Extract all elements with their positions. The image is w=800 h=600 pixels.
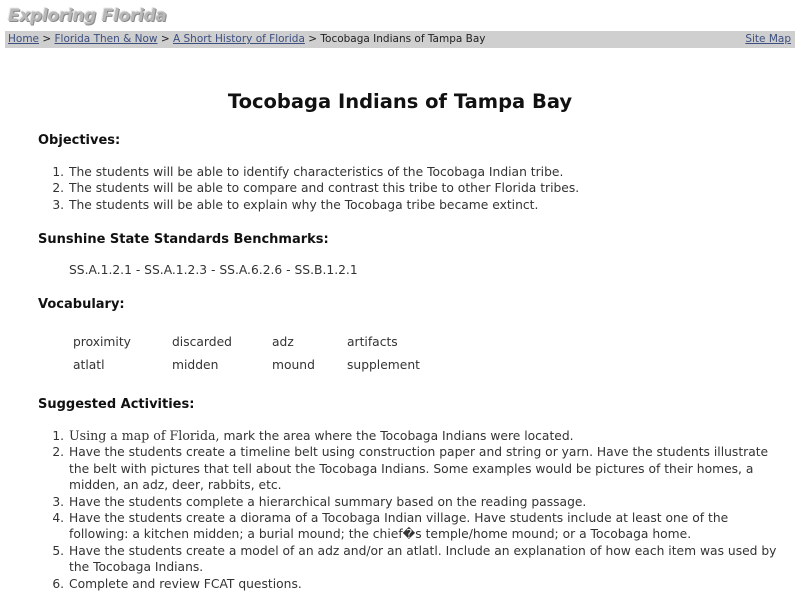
- breadcrumb-separator: >: [308, 33, 318, 45]
- vocabulary-word: supplement: [347, 358, 420, 372]
- vocabulary-word: atlatl: [73, 358, 105, 372]
- vocabulary-word: adz: [272, 335, 294, 349]
- breadcrumb-bar: [5, 31, 795, 48]
- vocabulary-word: proximity: [73, 335, 131, 349]
- objective-item: 1. The students will be able to identify characteristics of the Tocobaga Indian tribe.: [68, 164, 788, 180]
- page-title: Tocobaga Indians of Tampa Bay: [227, 90, 573, 113]
- objective-item: 3. The students will be able to explain why the Tocobaga tribe became extinct.: [68, 197, 788, 213]
- activity-item-serif-part: Using a map of Florida,: [69, 428, 220, 443]
- activity-item-rest: mark the area where the Tocobaga Indians were located.: [219, 429, 574, 443]
- vocabulary-word: mound: [272, 358, 315, 372]
- vocabulary-heading: Vocabulary:: [38, 297, 125, 312]
- objectives-heading: Objectives:: [38, 133, 121, 148]
- breadcrumb-short-history-link[interactable]: A Short History of Florida: [172, 33, 305, 45]
- breadcrumb-separator: >: [42, 33, 52, 45]
- breadcrumb: [8, 31, 486, 48]
- vocabulary-word: midden: [172, 358, 219, 372]
- site-map-container: [745, 31, 791, 48]
- activities-list: [38, 428, 788, 592]
- activity-item: 2. Have the students create a timeline belt using construction paper and string or yarn. Have the students illustrate the belt with pictures that tell about the Tocobaga Indians. Some examples would be pictures of their homes, a midden, an adz, deer, rabbits, etc.: [68, 444, 788, 493]
- breadcrumb-home-link[interactable]: Home: [8, 33, 40, 45]
- objective-item: 2. The students will be able to compare and contrast this tribe to other Florida tribes.: [68, 180, 788, 196]
- objectives-list: [38, 164, 788, 213]
- activity-item: 4. Have the students create a diorama of a Tocobaga Indian village. Have students include at least one of the following: a kitchen midden; a burial mound; the chief�s temple/home mound; or a Tocobaga home.: [68, 510, 788, 543]
- activity-item: 5. Have the students create a model of an adz and/or an atlatl. Include an explanation of how each item was used by the Tocobaga Indians.: [68, 543, 788, 576]
- benchmarks-codes: SS.A.1.2.1 - SS.A.1.2.3 - SS.A.6.2.6 - SS.B.1.2.1: [69, 263, 358, 277]
- benchmarks-heading: Sunshine State Standards Benchmarks:: [38, 232, 329, 247]
- vocabulary-word: discarded: [172, 335, 232, 349]
- breadcrumb-separator: >: [160, 33, 170, 45]
- breadcrumb-florida-then-now-link[interactable]: Florida Then & Now: [54, 33, 158, 45]
- breadcrumb-current-page: Tocobaga Indians of Tampa Bay: [320, 33, 486, 45]
- activity-item: 6. Complete and review FCAT questions.: [68, 576, 788, 592]
- activity-item: [68, 428, 788, 444]
- vocabulary-word: artifacts: [347, 335, 398, 349]
- site-map-link[interactable]: Site Map: [745, 33, 791, 45]
- site-logo[interactable]: Exploring Florida: [8, 6, 167, 26]
- activities-heading: Suggested Activities:: [38, 397, 195, 412]
- activity-item: 3. Have the students complete a hierarchical summary based on the reading passage.: [68, 494, 788, 510]
